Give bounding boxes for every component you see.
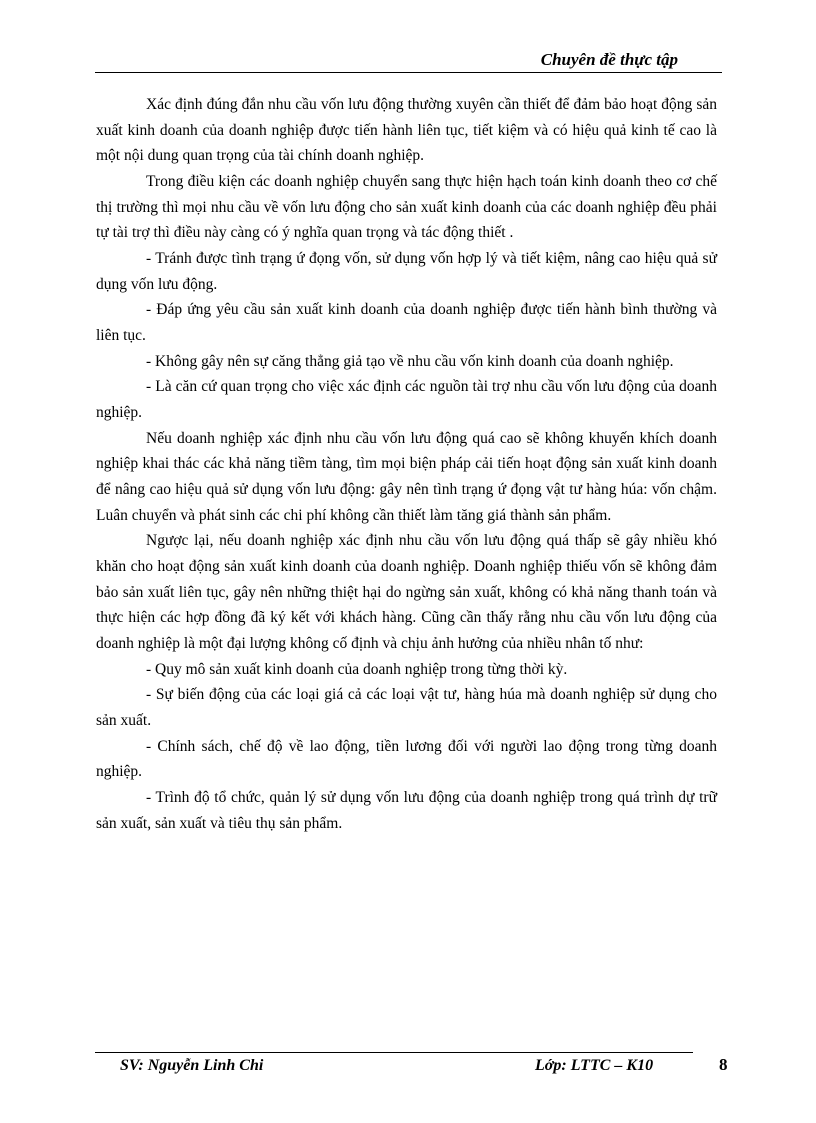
footer-class-name: Lớp: LTTC – K10 [535, 1057, 654, 1074]
header-title: Chuyên đề thực tập [540, 50, 678, 69]
paragraph: Ngược lại, nếu doanh nghiệp xác định nhu cầu vốn lưu động quá thấp sẽ gây nhiều khó khăn cho hoạt động sản xuất kinh doanh của doanh nghiệp. Doanh nghiệp thiếu vốn sẽ không đảm bảo sản xuất liên tục, gây nên những thiệt hại do ngừng sản xuất, không có khả năng thanh toán và thực hiện các hợp đồng đã ký kết với khách hàng. Cũng cần thấy rằng nhu cầu vốn lưu động của doanh nghiệp là một đại lượng không cố định và chịu ảnh hưởng của nhiều nhân tố như: [96, 532, 717, 652]
header-divider [95, 72, 722, 73]
list-item: - Sự biến động của các loại giá cả các loại vật tư, hàng húa mà doanh nghiệp sử dụng cho sản xuất. [96, 686, 717, 729]
list-item: - Là căn cứ quan trọng cho việc xác định các nguồn tài trợ nhu cầu vốn lưu động của doanh nghiệp. [96, 378, 717, 422]
page-number: 8 [719, 1055, 728, 1074]
paragraph: Nếu doanh nghiệp xác định nhu cầu vốn lưu động quá cao sẽ không khuyến khích doanh nghiệp khai thác các khả năng tiềm tàng, tìm mọi biện pháp cải tiến hoạt động sản xuất kinh doanh để nâng cao hiệu quả sử dụng vốn lưu động: gây nên tình trạng ứ đọng vật tư hàng húa: vốn chậm. Luân chuyển và phát sinh các chi phí không cần thiết làm tăng giá thành sản phẩm. [96, 429, 717, 524]
list-item: - Chính sách, chế độ về lao động, tiền lương đối với người lao động trong từng doanh nghiệp. [96, 737, 717, 781]
footer-divider [95, 1052, 693, 1053]
list-item: - Không gây nên sự căng thẳng giả tạo về nhu cầu vốn kinh doanh của doanh nghiệp. [146, 352, 674, 370]
list-item: - Đáp ứng yêu cầu sản xuất kinh doanh của doanh nghiệp được tiến hành bình thường và liên tục. [96, 301, 717, 344]
paragraph: Trong điều kiện các doanh nghiệp chuyển sang thực hiện hạch toán kinh doanh theo cơ chế thị trường thì mọi nhu cầu về vốn lưu động cho sản xuất kinh doanh của các doanh nghiệp đều phải tự tài trợ thì điều này càng có ý nghĩa quan trọng và tác động thiết . [96, 172, 717, 242]
paragraph: Xác định đúng đắn nhu cầu vốn lưu động thường xuyên cần thiết để đảm bảo hoạt động sản xuất kinh doanh của doanh nghiệp được tiến hành liên tục, tiết kiệm và có hiệu quả kinh tế cao là một nội dung quan trọng của tài chính doanh nghiệp. [96, 96, 717, 165]
footer-student-name: SV: Nguyễn Linh Chi [120, 1057, 264, 1074]
list-item: - Trình độ tổ chức, quản lý sử dụng vốn lưu động của doanh nghiệp trong quá trình dự trữ sản xuất, sản xuất và tiêu thụ sản phẩm. [96, 789, 717, 832]
list-item: - Tránh được tình trạng ứ đọng vốn, sử dụng vốn hợp lý và tiết kiệm, nâng cao hiệu quả sử dụng vốn lưu động. [96, 249, 717, 293]
list-item: - Quy mô sản xuất kinh doanh của doanh nghiệp trong từng thời kỳ. [146, 660, 568, 678]
document-body [96, 92, 717, 836]
